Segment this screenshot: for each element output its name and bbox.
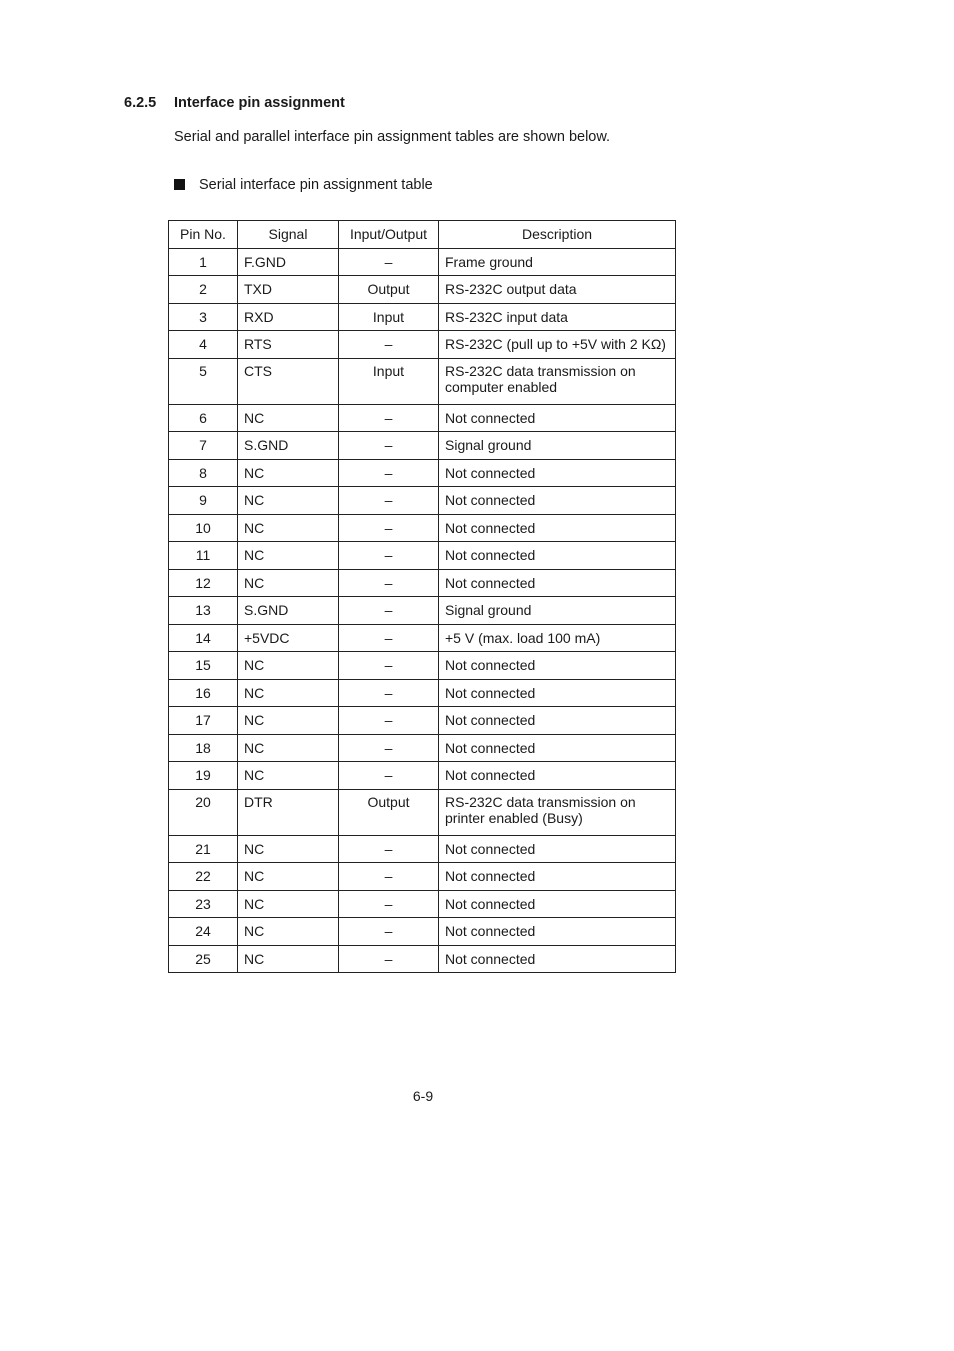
header-description: Description (439, 221, 676, 249)
signal-cell: NC (238, 762, 339, 790)
signal-cell: NC (238, 707, 339, 735)
description-cell: Not connected (439, 487, 676, 515)
io-cell: – (339, 514, 439, 542)
signal-cell: NC (238, 459, 339, 487)
pin-cell: 10 (169, 514, 238, 542)
description-cell: Not connected (439, 945, 676, 973)
pin-cell: 11 (169, 542, 238, 570)
description-cell: RS-232C data transmission on computer enabled (439, 358, 676, 404)
table-row (169, 514, 676, 542)
page-number: 6-9 (412, 1088, 434, 1104)
header-pin-no: Pin No. (169, 221, 238, 249)
description-cell: Not connected (439, 890, 676, 918)
table-row (169, 487, 676, 515)
signal-cell: NC (238, 734, 339, 762)
square-bullet-icon (174, 179, 185, 190)
serial-pin-table (168, 220, 676, 973)
io-cell: – (339, 404, 439, 432)
signal-cell: NC (238, 514, 339, 542)
pin-cell: 21 (169, 835, 238, 863)
pin-cell: 7 (169, 432, 238, 460)
table-row (169, 890, 676, 918)
signal-cell: NC (238, 945, 339, 973)
table-row (169, 789, 676, 835)
io-cell: – (339, 707, 439, 735)
table-row (169, 835, 676, 863)
pin-cell: 2 (169, 276, 238, 304)
table-header-row (169, 221, 676, 249)
table-row (169, 303, 676, 331)
header-input-output: Input/Output (339, 221, 439, 249)
pin-cell: 6 (169, 404, 238, 432)
description-cell: Not connected (439, 835, 676, 863)
io-cell: – (339, 918, 439, 946)
io-cell: – (339, 331, 439, 359)
pin-cell: 1 (169, 248, 238, 276)
io-cell: – (339, 890, 439, 918)
io-cell: – (339, 945, 439, 973)
signal-cell: +5VDC (238, 624, 339, 652)
description-cell: Not connected (439, 569, 676, 597)
description-cell: Not connected (439, 679, 676, 707)
description-cell: Signal ground (439, 597, 676, 625)
io-cell: – (339, 459, 439, 487)
pin-cell: 23 (169, 890, 238, 918)
table-row (169, 248, 676, 276)
pin-cell: 9 (169, 487, 238, 515)
signal-cell: S.GND (238, 597, 339, 625)
section-heading (124, 95, 345, 111)
table-caption (174, 177, 433, 193)
signal-cell: NC (238, 835, 339, 863)
pin-cell: 5 (169, 358, 238, 404)
section-number: 6.2.5 (124, 95, 157, 111)
table-row (169, 358, 676, 404)
table-row (169, 918, 676, 946)
table-row (169, 432, 676, 460)
pin-cell: 3 (169, 303, 238, 331)
pin-cell: 17 (169, 707, 238, 735)
io-cell: – (339, 248, 439, 276)
description-cell: RS-232C input data (439, 303, 676, 331)
description-cell: Not connected (439, 652, 676, 680)
io-cell: – (339, 835, 439, 863)
description-cell: Not connected (439, 404, 676, 432)
signal-cell: NC (238, 918, 339, 946)
signal-cell: S.GND (238, 432, 339, 460)
table-row (169, 597, 676, 625)
signal-cell: DTR (238, 789, 339, 835)
signal-cell: NC (238, 890, 339, 918)
description-cell: Signal ground (439, 432, 676, 460)
table-row (169, 404, 676, 432)
description-cell: Not connected (439, 863, 676, 891)
pin-cell: 13 (169, 597, 238, 625)
table-row (169, 624, 676, 652)
pin-cell: 22 (169, 863, 238, 891)
io-cell: – (339, 652, 439, 680)
io-cell: – (339, 624, 439, 652)
signal-cell: TXD (238, 276, 339, 304)
signal-cell: RXD (238, 303, 339, 331)
pin-cell: 25 (169, 945, 238, 973)
io-cell: – (339, 597, 439, 625)
description-cell: RS-232C (pull up to +5V with 2 KΩ) (439, 331, 676, 359)
pin-cell: 15 (169, 652, 238, 680)
table-row (169, 459, 676, 487)
io-cell: Output (339, 276, 439, 304)
io-cell: – (339, 863, 439, 891)
signal-cell: F.GND (238, 248, 339, 276)
description-cell: Not connected (439, 514, 676, 542)
pin-cell: 18 (169, 734, 238, 762)
pin-cell: 8 (169, 459, 238, 487)
intro-paragraph: Serial and parallel interface pin assignment tables are shown below. (174, 129, 611, 145)
table-row (169, 652, 676, 680)
description-cell: Frame ground (439, 248, 676, 276)
table-row (169, 679, 676, 707)
table-row (169, 276, 676, 304)
io-cell: – (339, 432, 439, 460)
signal-cell: NC (238, 679, 339, 707)
signal-cell: NC (238, 404, 339, 432)
io-cell: – (339, 542, 439, 570)
table-row (169, 542, 676, 570)
section-title: Interface pin assignment (174, 95, 345, 111)
header-signal: Signal (238, 221, 339, 249)
pin-cell: 20 (169, 789, 238, 835)
table-row (169, 945, 676, 973)
signal-cell: NC (238, 542, 339, 570)
table-body (169, 248, 676, 973)
description-cell: RS-232C output data (439, 276, 676, 304)
pin-cell: 19 (169, 762, 238, 790)
description-cell: Not connected (439, 459, 676, 487)
description-cell: Not connected (439, 918, 676, 946)
description-cell: RS-232C data transmission on printer enabled (Busy) (439, 789, 676, 835)
table-row (169, 569, 676, 597)
pin-cell: 4 (169, 331, 238, 359)
signal-cell: NC (238, 863, 339, 891)
pin-cell: 12 (169, 569, 238, 597)
io-cell: – (339, 569, 439, 597)
signal-cell: CTS (238, 358, 339, 404)
io-cell: – (339, 762, 439, 790)
pin-cell: 14 (169, 624, 238, 652)
signal-cell: NC (238, 569, 339, 597)
pin-cell: 24 (169, 918, 238, 946)
table-row (169, 331, 676, 359)
io-cell: Input (339, 358, 439, 404)
io-cell: – (339, 734, 439, 762)
description-cell: Not connected (439, 542, 676, 570)
table-row (169, 734, 676, 762)
io-cell: Input (339, 303, 439, 331)
signal-cell: RTS (238, 331, 339, 359)
signal-cell: NC (238, 487, 339, 515)
io-cell: – (339, 487, 439, 515)
pin-cell: 16 (169, 679, 238, 707)
table-row (169, 863, 676, 891)
table-row (169, 762, 676, 790)
io-cell: – (339, 679, 439, 707)
table-caption-text: Serial interface pin assignment table (199, 177, 433, 193)
description-cell: Not connected (439, 707, 676, 735)
description-cell: Not connected (439, 762, 676, 790)
io-cell: Output (339, 789, 439, 835)
table-row (169, 707, 676, 735)
description-cell: +5 V (max. load 100 mA) (439, 624, 676, 652)
description-cell: Not connected (439, 734, 676, 762)
signal-cell: NC (238, 652, 339, 680)
